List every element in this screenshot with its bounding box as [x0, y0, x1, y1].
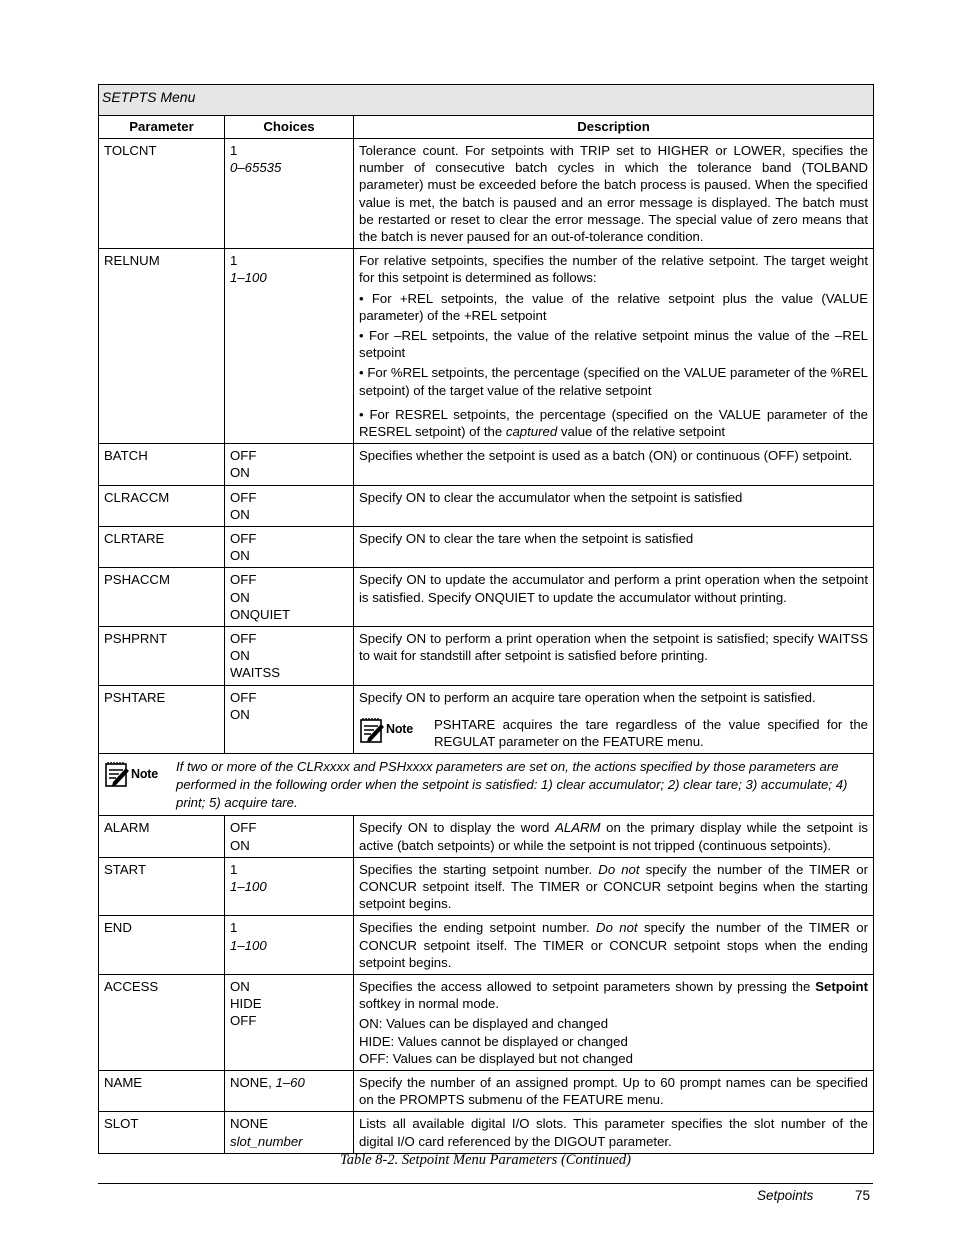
description-text — [359, 919, 868, 971]
note-badge — [104, 760, 176, 788]
param-name: ACCESS — [99, 974, 225, 1070]
header-choices: Choices — [225, 116, 354, 139]
choice-option: ON — [230, 548, 250, 564]
description-cell — [354, 974, 874, 1070]
inline-note — [359, 716, 868, 750]
desc-text: Specifies the starting setpoint number. — [359, 861, 599, 877]
footer-divider — [98, 1183, 873, 1184]
choice-range: 1–100 — [230, 937, 267, 953]
desc-text: on the primary display while the setpoint is active (batch setpoints) or while the setpoint is not tripped (continuous setpoints). — [359, 820, 869, 853]
description-text: Specify ON to perform an acquire tare operation when the setpoint is satisfied. — [359, 689, 816, 705]
choice-option: OFF — [230, 448, 257, 464]
desc-bold: Setpoint — [815, 978, 869, 994]
desc-text: Specifies the ending setpoint number. — [359, 920, 597, 936]
bullet-item: • For +REL setpoints, the value of the relative setpoint plus the value (VALUE parameter) of the +REL setpoint — [359, 290, 869, 323]
table-row — [99, 685, 874, 754]
notepad-icon — [104, 760, 130, 788]
table-row — [99, 1112, 874, 1153]
description-text: Lists all available digital I/O slots. This parameter specifies the slot number of the digital I/O card referenced by the DIGOUT parameter. — [359, 1116, 869, 1149]
choice-default: 1 — [230, 920, 238, 936]
table-row — [99, 1070, 874, 1111]
param-name: END — [99, 916, 225, 975]
param-name: TOLCNT — [99, 139, 225, 249]
notepad-icon — [359, 716, 385, 744]
choices-cell — [225, 816, 354, 857]
header-parameter: Parameter — [99, 116, 225, 139]
choice-option: ON — [230, 706, 250, 722]
bullet-item: • For %REL setpoints, the percentage (specified on the VALUE parameter of the %REL setpoint) of the target value of the relative setpoint — [359, 365, 869, 398]
bullet-text: value of the relative setpoint — [557, 424, 726, 440]
note-badge — [359, 716, 434, 744]
desc-emphasis: Do not — [598, 861, 640, 877]
choices-cell — [225, 444, 354, 485]
choices-cell — [225, 685, 354, 754]
description-text: For relative setpoints, specifies the number of the relative setpoint. The target weight for this setpoint is determined as follows: — [359, 253, 869, 286]
choice-option: OFF — [230, 820, 257, 836]
param-name: BATCH — [99, 444, 225, 485]
table-row — [99, 857, 874, 916]
choice-option: OFF — [230, 531, 257, 547]
param-name: CLRTARE — [99, 527, 225, 568]
param-name: RELNUM — [99, 249, 225, 444]
choice-range: 1–100 — [230, 270, 267, 286]
desc-text: specify the number of the TIMER or CONCUR setpoint itself. The TIMER or CONCUR setpoint stops when the ending setpoint begins. — [359, 920, 869, 970]
choice-option: ON — [230, 978, 250, 994]
choice-range: 1–60 — [275, 1074, 305, 1090]
bullet-item: • For –REL setpoints, the value of the relative setpoint minus the value of the –REL setpoint — [359, 328, 869, 361]
header-row — [99, 116, 874, 139]
desc-text: softkey in normal mode. — [359, 996, 499, 1012]
description-cell — [354, 916, 874, 975]
table-row — [99, 627, 874, 686]
choices-cell — [225, 139, 354, 249]
bullet-emphasis: captured — [505, 424, 558, 440]
description-text: Specify ON to perform a print operation when the setpoint is satisfied; specify WAITSS to wait for standstill after setpoint is satisfied before printing. — [359, 631, 869, 664]
access-line-hide: HIDE: Values cannot be displayed or changed — [359, 1033, 628, 1049]
description-cell — [354, 249, 874, 444]
description-cell — [354, 527, 874, 568]
param-name: NAME — [99, 1070, 225, 1111]
param-name: CLRACCM — [99, 485, 225, 526]
description-text: Tolerance count. For setpoints with TRIP set to HIGHER or LOWER, specifies the number of consecutive batch cycles in which the tolerance band (TOLBAND parameter) must be exceeded before the batch process is paused. When the specified value is met, the batch is paused and an error message is displayed. The batch must be restarted or reset to clear the error message. The special value of zero means that the batch is never paused for an out-of-tolerance condition. — [359, 143, 869, 245]
description-text: Specify ON to clear the accumulator when the setpoint is satisfied — [359, 489, 743, 505]
choice-option: ON — [230, 589, 250, 605]
description-cell — [354, 685, 874, 754]
choice-option: ON — [230, 465, 250, 481]
description-text — [359, 861, 868, 913]
choices-cell — [225, 916, 354, 975]
choices-cell — [225, 974, 354, 1070]
description-cell — [354, 485, 874, 526]
param-name: SLOT — [99, 1112, 225, 1153]
choice-range: 0–65535 — [230, 160, 282, 176]
description-text: Specifies whether the setpoint is used as a batch (ON) or continuous (OFF) setpoint. — [359, 448, 853, 464]
choices-cell — [225, 857, 354, 916]
access-line-off: OFF: Values can be displayed but not changed — [359, 1050, 633, 1066]
choice-option: ON — [230, 506, 250, 522]
choices-cell — [225, 1070, 354, 1111]
param-name: PSHACCM — [99, 568, 225, 627]
choice-option: OFF — [230, 572, 257, 588]
description-text: Specify ON to clear the tare when the setpoint is satisfied — [359, 531, 694, 547]
description-text: Specify the number of an assigned prompt. Up to 60 prompt names can be specified on the PROMPTS submenu of the FEATURE menu. — [359, 1074, 869, 1108]
choice-option: NONE — [230, 1116, 269, 1132]
choices-cell — [225, 627, 354, 686]
choices-cell — [225, 527, 354, 568]
desc-text: specify the number of the TIMER or CONCUR setpoint itself. The TIMER or CONCUR setpoint begins when the starting setpoint begins. — [359, 861, 869, 912]
choice-option: OFF — [230, 489, 257, 505]
description-cell — [354, 857, 874, 916]
description-text: Specify ON to update the accumulator and perform a print operation when the setpoint is satisfied. Specify ONQUIET to update the accumulator without printing. — [359, 572, 869, 605]
choices-cell — [225, 568, 354, 627]
bullet-text: • For RESREL setpoints, the percentage (specified on the VALUE parameter of the RESREL setpoint) of the — [359, 406, 869, 440]
description-text — [359, 819, 868, 853]
desc-emphasis: ALARM — [555, 820, 601, 836]
general-note-row — [99, 754, 874, 816]
choice-plain: NONE, — [230, 1074, 276, 1090]
table-row — [99, 527, 874, 568]
description-cell — [354, 1112, 874, 1153]
table-row — [99, 816, 874, 857]
choice-option: ON — [230, 648, 250, 664]
description-cell — [354, 444, 874, 485]
footer-section-title: Setpoints — [757, 1188, 814, 1203]
param-name: PSHPRNT — [99, 627, 225, 686]
choice-default: 1 — [230, 861, 238, 877]
footer-page-number: 75 — [855, 1188, 871, 1203]
choices-cell — [225, 485, 354, 526]
table-row — [99, 139, 874, 249]
desc-text: Specifies the access allowed to setpoint parameters shown by pressing the — [359, 978, 816, 994]
choice-range: 1–100 — [230, 878, 267, 894]
bullet-item — [359, 406, 868, 440]
table-caption: Table 8-2. Setpoint Menu Parameters (Continued) — [339, 1152, 632, 1168]
choice-option: ONQUIET — [230, 606, 291, 622]
access-line-on: ON: Values can be displayed and changed — [359, 1016, 609, 1032]
choice-option: WAITSS — [230, 665, 281, 681]
choice-default: 1 — [230, 143, 238, 158]
description-cell — [354, 568, 874, 627]
note-text: PSHTARE acquires the tare regardless of the value specified for the REGULAT parameter on the FEATURE menu. — [434, 716, 869, 750]
description-cell — [354, 627, 874, 686]
choice-option: OFF — [230, 631, 257, 647]
description-text — [359, 978, 868, 1012]
general-note-cell — [99, 754, 874, 816]
choice-default: 1 — [230, 253, 238, 269]
description-cell — [354, 1070, 874, 1111]
note-text: If two or more of the CLRxxxx and PSHxxxx parameters are set on, the actions specified by those parameters are performed in the following order when the setpoint is satisfied: 1) clear accumulator; 2) clear tare; 3) accumulate; 4) print; 5) acquire tare. — [176, 759, 848, 811]
note-label: Note — [386, 722, 413, 737]
table-row — [99, 444, 874, 485]
header-description: Description — [354, 116, 874, 139]
choices-cell — [225, 249, 354, 444]
table-row — [99, 916, 874, 975]
desc-text: Specify ON to display the word — [359, 820, 556, 836]
table-row — [99, 568, 874, 627]
desc-emphasis: Do not — [596, 920, 638, 936]
choices-cell — [225, 1112, 354, 1153]
param-name: ALARM — [99, 816, 225, 857]
description-cell — [354, 816, 874, 857]
param-name: START — [99, 857, 225, 916]
param-name: PSHTARE — [99, 685, 225, 754]
table-row — [99, 485, 874, 526]
choice-option: OFF — [230, 689, 257, 705]
setpoint-parameters-table — [98, 84, 874, 1154]
note-label: Note — [131, 766, 158, 781]
choice-option: slot_number — [230, 1133, 303, 1149]
table-row — [99, 974, 874, 1070]
menu-title: SETPTS Menu — [99, 85, 874, 116]
choice-option: OFF — [230, 1013, 257, 1029]
choice-option: HIDE — [230, 996, 262, 1012]
description-cell — [354, 139, 874, 249]
table-row — [99, 249, 874, 444]
choice-option: ON — [230, 837, 250, 853]
choice-option — [230, 1074, 348, 1091]
